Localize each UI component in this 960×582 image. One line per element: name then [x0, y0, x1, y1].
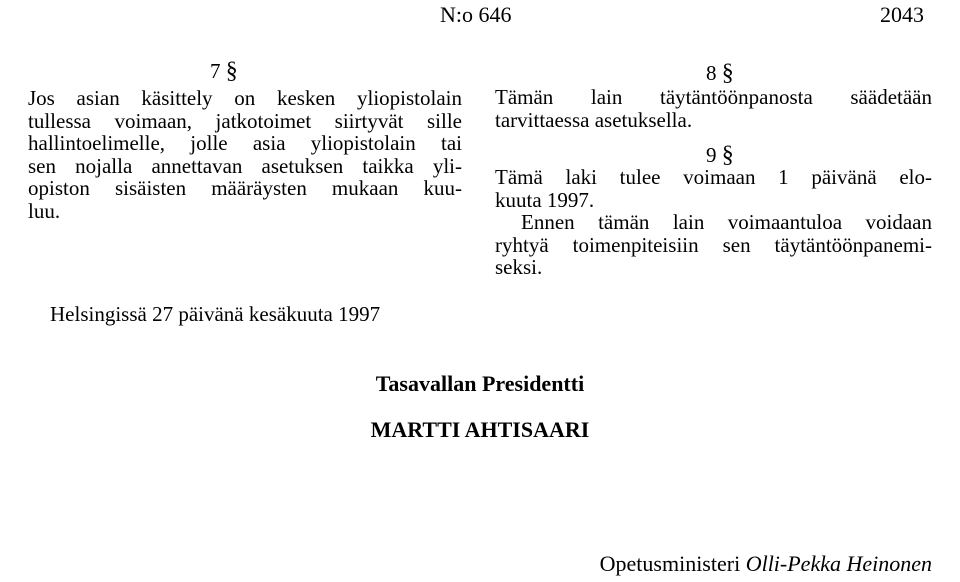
section-8-paragraph — [495, 86, 932, 131]
act-number: N:o 646 — [440, 2, 512, 27]
minister-signature — [600, 551, 932, 577]
paragraph-line: Tämän lain täytäntöönpanosta säädetään — [495, 85, 932, 109]
section-number: 9 — [706, 143, 717, 167]
section-8-heading — [706, 60, 734, 87]
paragraph-line: Jos asian käsittely on kesken yliopistolain — [28, 86, 462, 110]
president-title: Tasavallan Presidentti — [375, 371, 585, 396]
section-number: 7 — [210, 59, 221, 83]
paragraph-line: opiston sisäisten määräysten mukaan kuu- — [28, 176, 462, 200]
paragraph-line: sen nojalla annettavan asetuksen taikka yli- — [28, 153, 462, 178]
paragraph-line: Tämä laki tulee voimaan 1 päivänä elo- — [495, 165, 932, 189]
paragraph-line: luu. — [28, 198, 61, 223]
minister-title: Opetusministeri — [599, 551, 741, 576]
paragraph-line: hallintoelimelle, jolle asia yliopistolain tai — [28, 131, 462, 155]
section-9-paragraph-2 — [495, 211, 932, 279]
page-number: 2043 — [880, 2, 924, 27]
section-mark: § — [721, 142, 734, 168]
section-mark: § — [721, 60, 734, 86]
place-and-date: Helsingissä 27 päivänä kesäkuuta 1997 — [50, 302, 381, 326]
minister-name: Olli-Pekka Heinonen — [745, 551, 932, 576]
paragraph-line: ryhtyä toimenpiteisiin sen täytäntöönpanemi- — [495, 232, 932, 257]
section-7-paragraph — [28, 87, 462, 222]
section-mark: § — [225, 58, 238, 84]
paragraph-line: kuuta 1997. — [495, 187, 595, 212]
paragraph-line: tarvittaessa asetuksella. — [495, 107, 693, 132]
section-7-heading — [210, 58, 238, 85]
paragraph-line: Ennen tämän lain voimaantuloa voidaan — [521, 210, 932, 234]
section-9-paragraph-1 — [495, 166, 932, 211]
paragraph-line: seksi. — [495, 255, 543, 279]
section-number: 8 — [706, 61, 717, 85]
president-name: MARTTI AHTISAARI — [370, 417, 590, 442]
paragraph-line: tullessa voimaan, jatkotoimet siirtyvät sille — [28, 108, 462, 133]
